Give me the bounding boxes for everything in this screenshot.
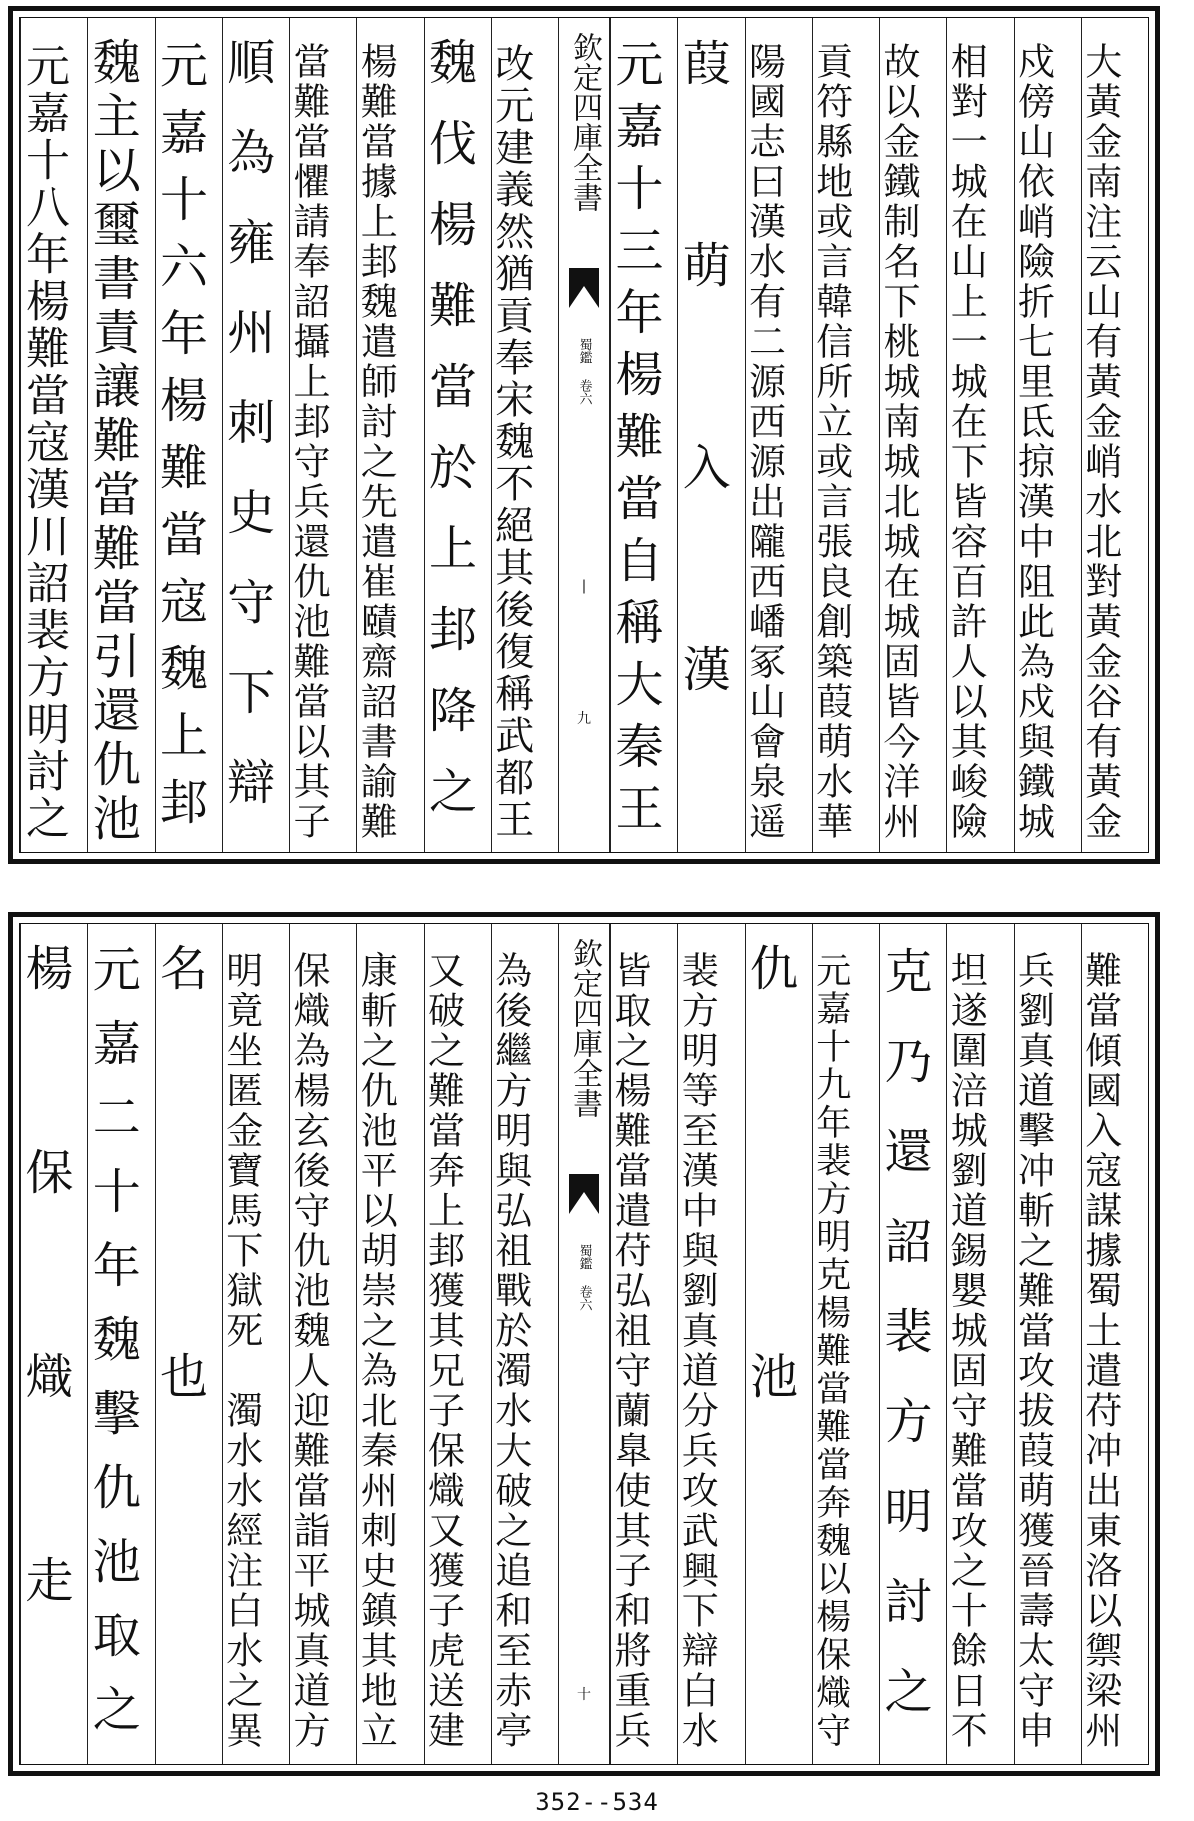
column-text: 大黃金南注云山有黃金峭水北對黃金谷有黃金	[1078, 42, 1122, 842]
text-column	[289, 924, 356, 1764]
column-text: 魏主以璽書責讓難當難當引還仇池	[84, 37, 141, 847]
text-column	[674, 18, 744, 852]
column-text: 元嘉十九年裴方明克楊難當難當奔魏以楊保熾守	[810, 952, 851, 1750]
text-column	[742, 18, 812, 852]
column-text: 克乃還詔裴方明討之	[876, 946, 932, 1756]
column-text: 名也	[151, 943, 208, 1759]
text-column	[1011, 924, 1081, 1764]
column-text: 皆取之楊難當遣苻弘祖守蘭臯使其子和將重兵	[608, 951, 651, 1751]
bottom-panel-inner	[19, 923, 1149, 1765]
column-text: 康斬之仇池平以胡崇之為北秦州刺史鎮其地立	[354, 951, 398, 1751]
text-column	[421, 924, 491, 1764]
column-text: 相對一城在山上一城在下皆容百許人以其峻險	[944, 42, 988, 842]
text-column	[1011, 18, 1081, 852]
book-series-title: 欽定四庫全書	[567, 938, 602, 1118]
text-column	[741, 924, 812, 1764]
text-column	[20, 18, 87, 852]
text-column	[809, 18, 879, 852]
text-column	[84, 924, 154, 1764]
center-gutter	[558, 18, 610, 852]
column-text: 楊難當據上邽魏遣師討之先遣崔賾齋詔書諭難	[354, 42, 398, 842]
fishtail-mark-icon	[569, 268, 599, 308]
column-text: 葭萌入漢	[674, 38, 731, 846]
page-mark-top: |	[581, 578, 587, 594]
text-column	[607, 18, 677, 852]
column-text: 裴方明等至漢中與劉真道分兵攻武興下辯白水	[675, 951, 719, 1751]
column-text: 當難當懼請奉詔攝上邽守兵還仇池難當以其子	[287, 42, 330, 842]
column-text: 元嘉二十年魏擊仇池取之	[84, 944, 141, 1758]
column-text: 明竟坐匿金寶馬下獄死 濁水水經注白水之異	[219, 951, 263, 1751]
text-column	[879, 18, 946, 852]
text-column	[1078, 924, 1148, 1764]
text-column	[219, 924, 289, 1764]
column-text: 改元建義然猶貢奉宋魏不絕其後復稱武都王	[488, 43, 534, 841]
column-text: 坦遂圍涪城劉道錫嬰城固守難當攻之十餘日不	[944, 951, 988, 1751]
column-text: 元嘉十六年楊難當寇魏上邽	[151, 40, 208, 844]
text-column	[218, 18, 289, 852]
text-column	[876, 924, 946, 1764]
column-text: 元嘉十八年楊難當寇漢川詔裴方明討之	[18, 42, 69, 842]
text-column	[677, 924, 744, 1764]
column-text: 魏伐楊難當於上邽降之	[420, 37, 477, 847]
fishtail-mark-icon	[569, 1174, 599, 1214]
text-column	[17, 924, 87, 1764]
center-gutter	[558, 924, 610, 1764]
column-text: 兵劉真道擊冲斬之難當攻拔葭萌獲晉壽太守申	[1011, 951, 1055, 1751]
top-panel-frame	[8, 6, 1160, 864]
leaf-number: 十	[577, 1687, 591, 1703]
column-text: 為後繼方明與弘祖戰於濁水大破之追和至赤亭	[488, 951, 532, 1751]
book-series-title: 欽定四庫全書	[567, 32, 602, 212]
text-column	[356, 924, 423, 1764]
column-text: 楊保熾走	[17, 943, 73, 1759]
text-column	[488, 924, 558, 1764]
column-text: 戍傍山依峭險折七里氐掠漢中阻此為戍與鐵城	[1011, 42, 1055, 842]
column-text: 難當傾國入寇謀據蜀土遣苻冲出東洛以禦梁州	[1078, 951, 1122, 1751]
column-text: 保熾為楊玄後守仇池魏人迎難當詣平城真道方	[287, 951, 330, 1751]
top-panel-inner	[19, 17, 1149, 853]
text-column	[356, 18, 423, 852]
text-column	[946, 924, 1013, 1764]
text-column	[812, 924, 879, 1764]
text-column	[1078, 18, 1148, 852]
text-column	[84, 18, 154, 852]
text-column	[151, 924, 222, 1764]
column-text: 故以金鐵制名下桃城南城北城在城固皆今洋州	[877, 42, 920, 842]
text-column	[420, 18, 491, 852]
text-column	[289, 18, 356, 852]
book-chapter-label: 蜀鑑 卷六	[576, 338, 592, 405]
book-chapter-label: 蜀鑑 卷六	[576, 1244, 592, 1311]
column-text: 仇池	[741, 943, 798, 1759]
column-text: 陽國志曰漢水有二源西源出隴西嶓冢山會泉遥	[742, 42, 786, 842]
column-text: 又破之難當奔上邽獲其兄子保熾又獲子虎送建	[421, 951, 465, 1751]
column-text: 元嘉十三年楊難當自稱大秦王	[607, 39, 663, 845]
leaf-number: 九	[577, 711, 591, 727]
column-text: 順為雍州刺史守下辯	[218, 37, 275, 847]
text-column	[946, 18, 1013, 852]
text-column	[151, 18, 222, 852]
column-text: 貢符縣地或言韓信所立或言張良創築葭萌水華	[809, 42, 853, 842]
text-column	[610, 924, 677, 1764]
page-number: 352--534	[535, 1788, 659, 1816]
bottom-panel-frame	[8, 912, 1160, 1776]
text-column	[488, 18, 558, 852]
